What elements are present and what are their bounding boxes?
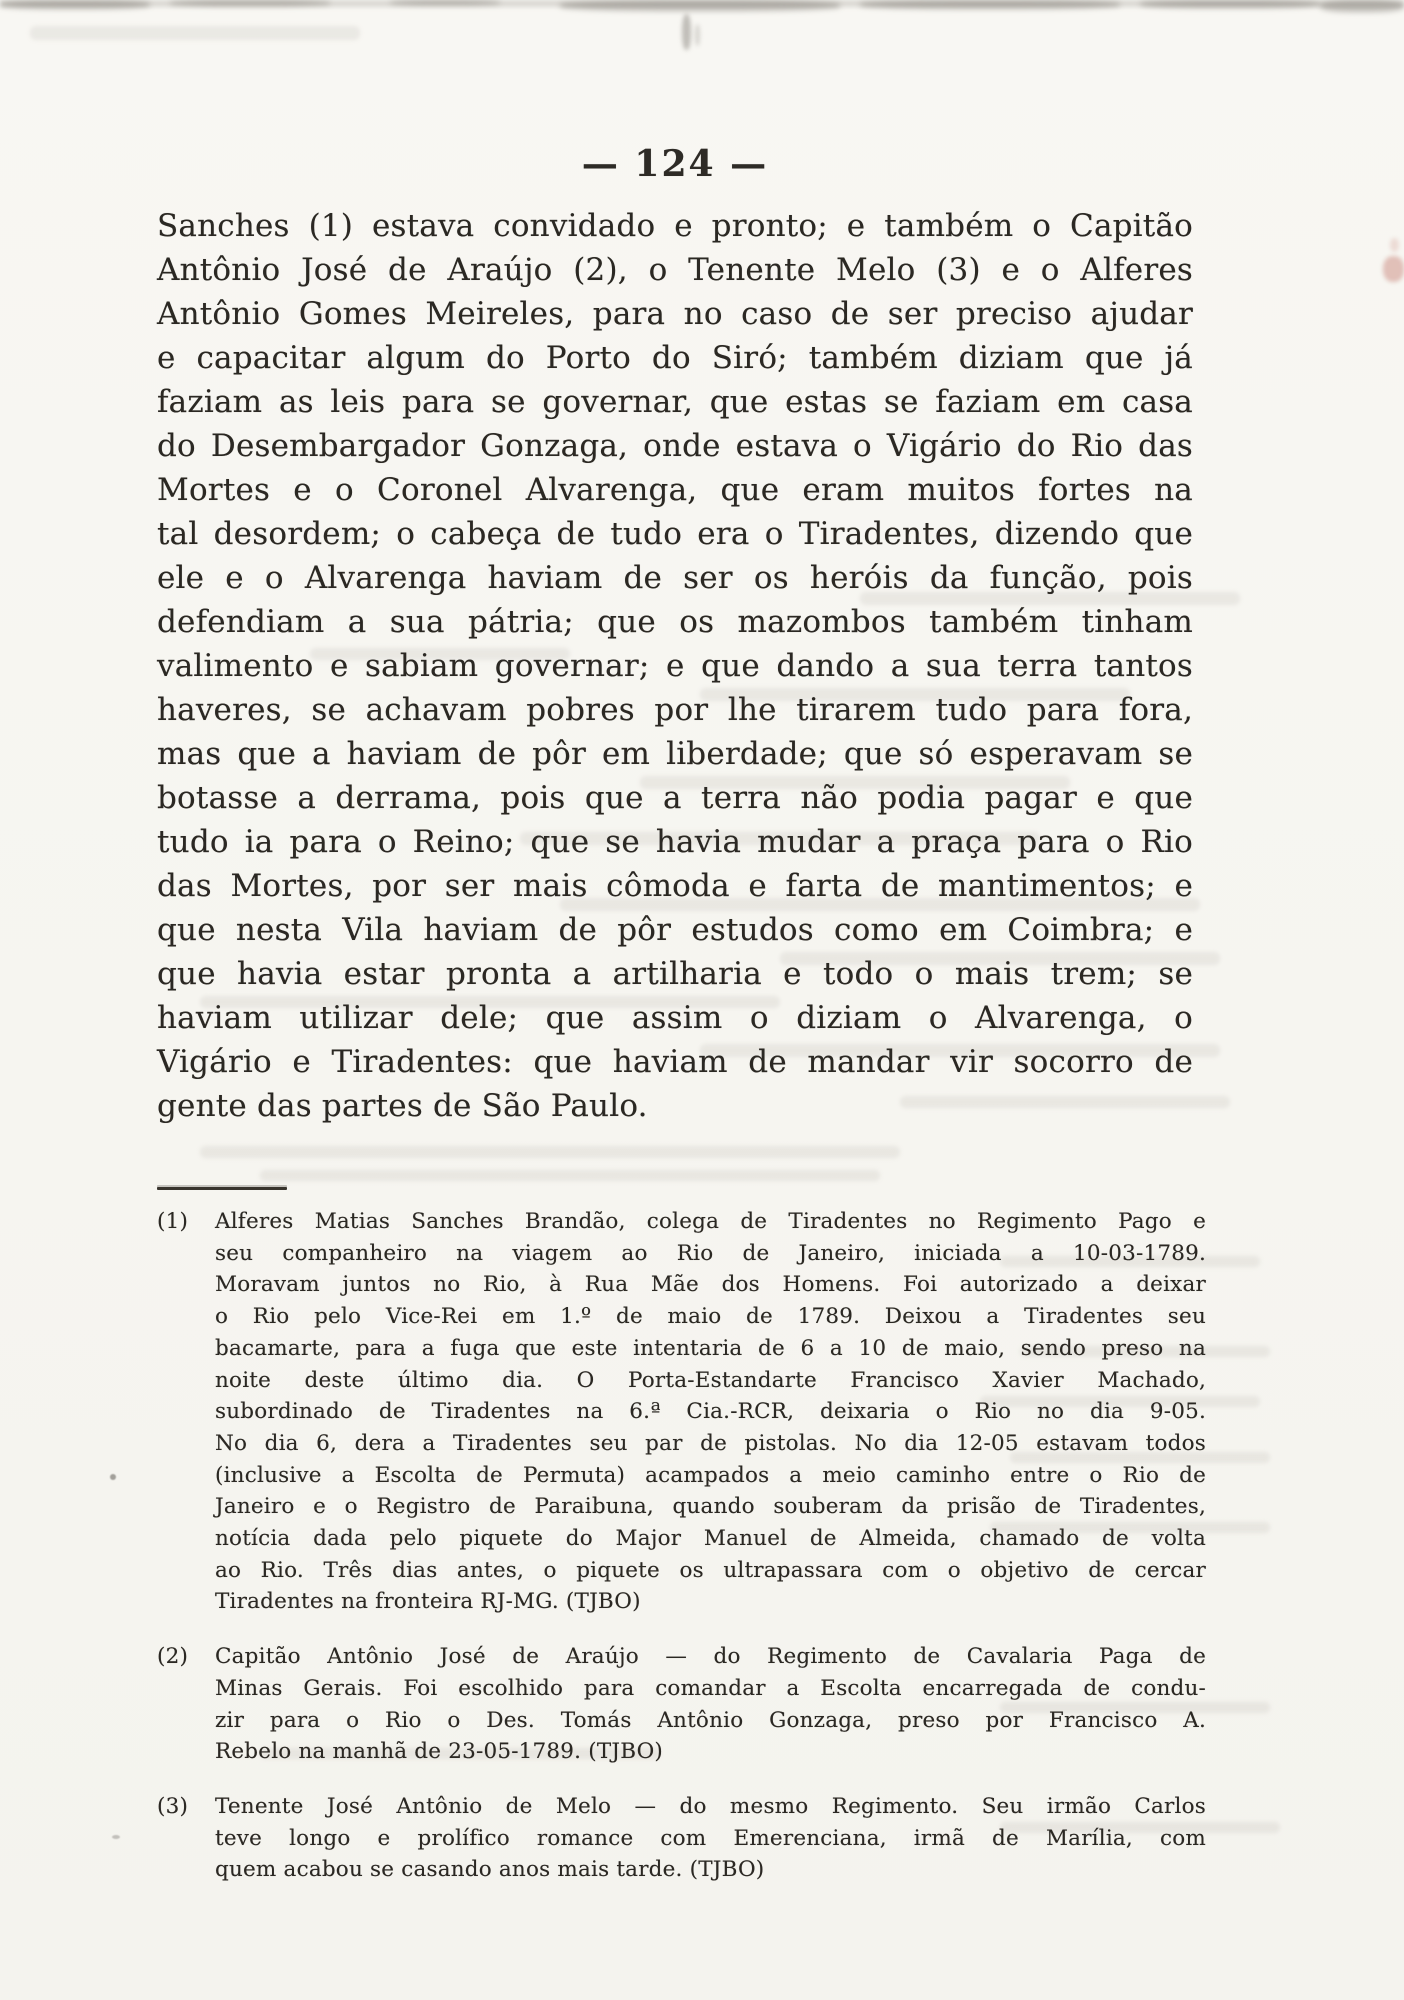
footnote-line: Tenente José Antônio de Melo — do mesmo Regimento. Seu irmão Carlos [215,1793,1206,1819]
scan-edge-blotch [560,0,840,11]
main-paragraph-line: gente das partes de São Paulo. [157,1088,648,1124]
footnote-line: Tiradentes na fronteira RJ-MG. (TJBO) [215,1589,641,1615]
footnote-line: Alferes Matias Sanches Brandão, colega de Tiradentes no Regimento Pago e [215,1209,1206,1234]
footnote-line: teve longo e prolífico romance com Emerenciana, irmã de Marília, com [215,1825,1206,1851]
ink-smudge [682,14,691,50]
main-paragraph-line: que nesta Vila haviam de pôr estudos como em Coimbra; e [157,912,1193,948]
margin-dot [112,1835,120,1839]
main-paragraph-line: tudo ia para o Reino; que se havia mudar a praça para o Rio [157,824,1193,860]
footnote-line: Rebelo na manhã de 23-05-1789. (TJBO) [215,1739,664,1765]
main-paragraph-line: Antônio José de Araújo (2), o Tenente Melo (3) e o Alferes [157,252,1193,288]
main-paragraph-line: haveres, se achavam pobres por lhe tirarem tudo para fora, [157,692,1193,728]
footnote-marker: (1) [157,1209,189,1234]
main-paragraph-line: Vigário e Tiradentes: que haviam de mandar vir socorro de [157,1044,1193,1080]
footnote-line: seu companheiro na viagem ao Rio de Janeiro, iniciada a 10-03-1789. [215,1240,1206,1266]
main-paragraph [157,204,1193,1128]
footnote [157,1791,1206,1886]
footnote-line: quem acabou se casando anos mais tarde. (TJBO) [215,1857,765,1883]
scan-edge-blotch [860,0,1120,9]
main-paragraph-line: tal desordem; o cabeça de tudo era o Tiradentes, dizendo que [157,516,1193,552]
footnote-line: zir para o Rio o Des. Tomás Antônio Gonzaga, preso por Francisco A. [215,1707,1206,1733]
footnote-line: notícia dada pelo piquete do Major Manuel de Almeida, chamado de volta [215,1526,1206,1552]
footnote-marker: (3) [157,1793,189,1819]
footnote [157,1206,1206,1618]
page-number: — 124 — [581,143,769,185]
scan-edge-blotch [0,0,150,9]
red-margin-mark [1390,238,1399,252]
footnote-marker: (2) [157,1644,189,1670]
red-margin-mark [1383,256,1404,282]
scan-edge-blotch [390,0,500,5]
footnote-body [215,1206,1206,1618]
main-paragraph-line: e capacitar algum do Porto do Siró; também diziam que já [157,340,1193,376]
main-paragraph-line: das Mortes, por ser mais cômoda e farta de mantimentos; e [157,868,1193,904]
footnote [157,1641,1206,1768]
footnote-line: (inclusive a Escolta de Permuta) acampados a meio caminho entre o Rio de [215,1462,1206,1488]
footnote-line: noite deste último dia. O Porta-Estandarte Francisco Xavier Machado, [215,1367,1206,1393]
footnote-line: bacamarte, para a fuga que este intentaria de 6 a 10 de maio, sendo preso na [215,1335,1206,1361]
main-paragraph-line: que havia estar pronta a artilharia e todo o mais trem; se [157,956,1193,992]
ink-smudge [695,24,700,46]
margin-dot [110,1474,116,1480]
scan-edge-blotch [1320,0,1404,12]
main-paragraph-line: valimento e sabiam governar; e que dando a sua terra tantos [157,648,1193,684]
footnote-line: No dia 6, dera a Tiradentes seu par de pistolas. No dia 12-05 estavam todos [215,1430,1206,1456]
footnote-line: Janeiro e o Registro de Paraibuna, quando souberam da prisão de Tiradentes, [215,1494,1206,1520]
footnote-body [215,1641,1206,1768]
scan-edge-streak [30,26,360,40]
footnote-line: ao Rio. Três dias antes, o piquete os ultrapassara com o objetivo de cercar [215,1557,1206,1583]
bleed-through [260,1170,880,1181]
main-paragraph-line: mas que a haviam de pôr em liberdade; que só esperavam se [157,736,1193,772]
footnote-line: Moravam juntos no Rio, à Rua Mãe dos Homens. Foi autorizado a deixar [215,1272,1206,1298]
main-paragraph-line: botasse a derrama, pois que a terra não podia pagar e que [157,780,1193,816]
scan-edge-band [0,0,1404,7]
scan-edge-blotch [170,0,330,6]
main-paragraph-line: ele e o Alvarenga haviam de ser os heróis da função, pois [157,560,1193,596]
footnotes [157,1206,1206,1886]
main-paragraph-line: faziam as leis para se governar, que estas se faziam em casa [157,384,1193,420]
bleed-through [200,1146,900,1158]
scan-edge-blotch [1140,0,1320,8]
main-paragraph-line: do Desembargador Gonzaga, onde estava o Vigário do Rio das [157,428,1193,464]
footnote-line: Minas Gerais. Foi escolhido para comandar a Escolta encarregada de condu- [215,1675,1206,1701]
footnote-line: subordinado de Tiradentes na 6.ª Cia.-RCR, deixaria o Rio no dia 9-05. [215,1399,1206,1425]
main-paragraph-line: Mortes e o Coronel Alvarenga, que eram muitos fortes na [157,472,1193,508]
footnote-line: Capitão Antônio José de Araújo — do Regimento de Cavalaria Paga de [215,1644,1206,1670]
main-paragraph-line: Sanches (1) estava convidado e pronto; e também o Capitão [157,208,1193,244]
main-paragraph-line: haviam utilizar dele; que assim o diziam o Alvarenga, o [157,1000,1193,1036]
footnote-body [215,1791,1206,1886]
footnote-line: o Rio pelo Vice-Rei em 1.º de maio de 1789. Deixou a Tiradentes seu [215,1304,1206,1330]
main-paragraph-line: Antônio Gomes Meireles, para no caso de ser preciso ajudar [157,296,1193,332]
footnote-separator [157,1187,287,1190]
main-paragraph-line: defendiam a sua pátria; que os mazombos também tinham [157,604,1193,640]
